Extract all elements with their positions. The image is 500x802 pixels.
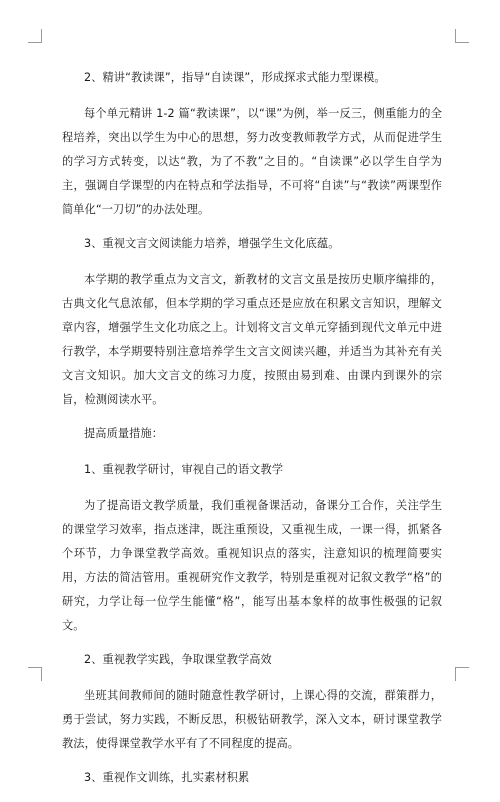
crop-mark-bottom-left	[28, 667, 42, 681]
heading-jiangjiao: 2、精讲“教读课”，指导“自读课”，形成探求式能力型课模。	[84, 71, 386, 84]
paragraph-jiaodu: 每个单元精讲 1-2 篇“教读课”，以“课”为例，举一反三，侧重能力的全程培养，突出以学生为中心的思想，努力改变教师教学方式，从而促进学生的学习方式转变，以达“教，为了不教”之目的。“自读课”必以学生自学为主，强调自学课型的内在特点和学法指导，不可将“自读”与“教读”两课型作简单化“一刀切”的办法处理。	[62, 107, 442, 216]
crop-mark-bottom-right	[455, 667, 469, 681]
paragraph-wenyanwen: 本学期的教学重点为文言文，新教材的文言文虽是按历史顺序编排的，古典文化气息浓郁，但本学期的学习重点还是应放在积累文言知识，理解文章内容，增强学生文化功底之上。计划将文言文单元穿插到现代文单元中进行教学，本学期要特别注意培养学生文言文阅读兴趣，并适当为其补充有关文言文知识。加大文言文的练习力度，按照由易到难、由课内到课外的宗旨，检测阅读水平。	[62, 273, 442, 406]
heading-jiaoxue-shijian: 2、重视教学实践，争取课堂教学高效	[84, 653, 272, 666]
document-body	[62, 66, 442, 802]
crop-mark-top-left	[28, 29, 42, 43]
paragraph-jiaoxue-shijian: 坐班其间教师间的随时随意性教学研讨，上课心得的交流，群策群力，勇于尝试，努力实践，不断反思，积极钻研教学，深入文本，研讨课堂教学教法，使得课堂教学水平有了不同程度的提高。	[62, 689, 442, 750]
heading-measures: 提高质量措施：	[84, 427, 164, 440]
crop-mark-top-right	[455, 29, 469, 43]
heading-zuowen: 3、重视作文训练，扎实素材积累	[84, 771, 250, 784]
heading-jiaoxue-yantao: 1、重视教学研讨，审视自己的语文教学	[84, 463, 284, 476]
heading-wenyanwen: 3、重视文言文阅读能力培养，增强学生文化底蕴。	[84, 237, 340, 250]
paragraph-jiaoxue-yantao: 为了提高语文教学质量，我们重视备课活动，备课分工合作，关注学生的课堂学习效率，指点迷津，既注重预设，又重视生成，一课一得，抓紧各个环节，力争课堂教学高效。重视知识点的落实，注意知识的梳理简要实用，方法的简洁管用。重视研究作文教学，特别是重视对记叙文教学“格”的研究，力学让每一位学生能懂“格”，能写出基本象样的故事性极强的记叙文。	[62, 499, 442, 632]
